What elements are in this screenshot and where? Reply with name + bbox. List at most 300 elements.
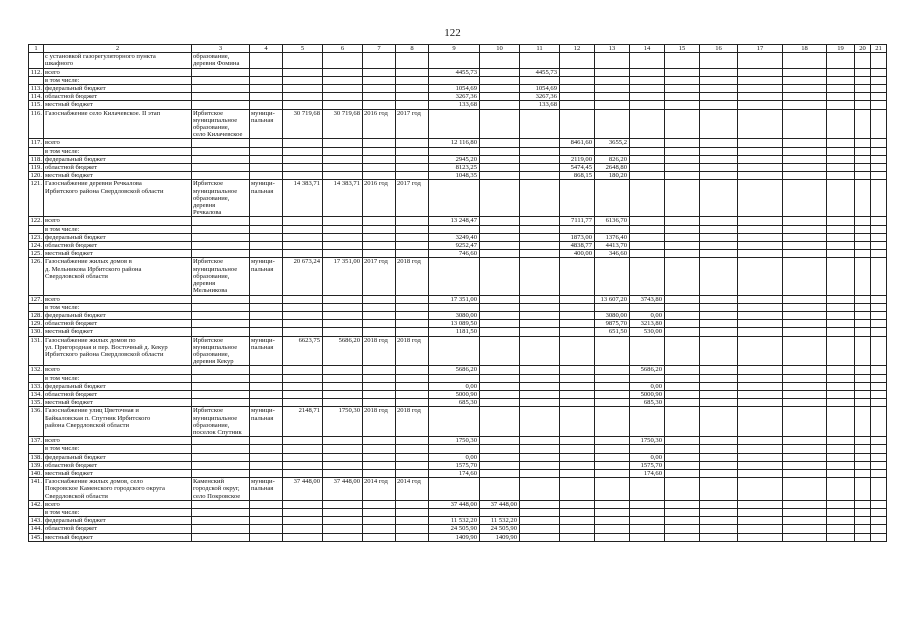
amount-cell	[700, 139, 738, 147]
location-cell	[192, 445, 250, 453]
amount-cell	[871, 93, 887, 101]
amount-cell: 9252,47	[429, 242, 480, 250]
amount-cell	[783, 382, 827, 390]
amount-cell	[700, 390, 738, 398]
estimated-cost-cell	[283, 303, 323, 311]
amount-cell	[520, 139, 560, 147]
amount-cell	[520, 233, 560, 241]
column-number: 14	[630, 45, 665, 53]
ownership-cell	[250, 399, 283, 407]
location-cell	[192, 93, 250, 101]
location-cell	[192, 233, 250, 241]
row-number-cell	[29, 445, 44, 453]
column-number: 7	[363, 45, 396, 53]
amount-cell	[783, 180, 827, 217]
start-year-cell	[363, 320, 396, 328]
amount-cell	[827, 500, 855, 508]
amount-cell	[560, 461, 595, 469]
estimated-cost-cell	[283, 250, 323, 258]
amount-cell	[738, 437, 783, 445]
amount-cell	[738, 250, 783, 258]
estimated-cost-cell	[283, 85, 323, 93]
amount-cell	[783, 53, 827, 68]
estimated-cost-cell	[283, 164, 323, 172]
row-number-cell: 142.	[30, 500, 42, 508]
column-number: 2	[44, 45, 192, 53]
amount-cell	[480, 147, 520, 155]
location-cell: образование, деревня Фомина	[192, 53, 250, 68]
amount-cell	[827, 180, 855, 217]
column-number-row	[29, 45, 887, 53]
ownership-cell: муници- пальная	[250, 258, 283, 295]
amount-cell	[738, 303, 783, 311]
remaining-cost-cell	[323, 225, 363, 233]
amount-cell	[630, 303, 665, 311]
amount-cell	[520, 250, 560, 258]
amount-cell	[855, 366, 871, 374]
amount-cell	[700, 437, 738, 445]
item-name-cell: Газоснабжение деревни Речкалова Ирбитского района Свердловской области	[44, 180, 192, 217]
amount-cell	[827, 139, 855, 147]
row-number-cell: 120.	[30, 172, 42, 180]
amount-cell	[429, 76, 480, 84]
amount-cell	[560, 258, 595, 295]
amount-cell: 4455,73	[429, 68, 480, 76]
remaining-cost-cell	[323, 311, 363, 319]
estimated-cost-cell	[283, 390, 323, 398]
amount-cell	[871, 328, 887, 336]
end-year-cell: 2018 год	[396, 336, 429, 366]
amount-cell	[595, 101, 630, 109]
table-row	[29, 320, 887, 328]
amount-cell: 174,60	[429, 469, 480, 477]
start-year-cell	[363, 250, 396, 258]
location-cell	[192, 164, 250, 172]
remaining-cost-cell	[323, 445, 363, 453]
amount-cell	[871, 478, 887, 501]
amount-cell	[855, 453, 871, 461]
amount-cell	[855, 139, 871, 147]
ownership-cell	[250, 76, 283, 84]
amount-cell	[480, 311, 520, 319]
start-year-cell	[363, 525, 396, 533]
amount-cell	[595, 478, 630, 501]
amount-cell	[665, 250, 700, 258]
ownership-cell	[250, 242, 283, 250]
amount-cell	[783, 164, 827, 172]
amount-cell	[560, 180, 595, 217]
row-number-cell	[29, 225, 44, 233]
item-name-cell: областной бюджет	[44, 525, 192, 533]
amount-cell	[665, 382, 700, 390]
end-year-cell	[396, 399, 429, 407]
end-year-cell	[396, 53, 429, 68]
amount-cell	[595, 461, 630, 469]
amount-cell	[630, 93, 665, 101]
start-year-cell	[363, 533, 396, 541]
amount-cell: 4455,73	[520, 68, 560, 76]
amount-cell	[429, 508, 480, 516]
estimated-cost-cell	[283, 242, 323, 250]
amount-cell	[665, 390, 700, 398]
amount-cell	[630, 68, 665, 76]
row-number-cell: 121.	[29, 180, 44, 217]
remaining-cost-cell	[323, 366, 363, 374]
amount-cell: 13 607,20	[595, 295, 630, 303]
amount-cell	[700, 500, 738, 508]
amount-cell	[700, 382, 738, 390]
amount-cell	[630, 478, 665, 501]
amount-cell	[700, 453, 738, 461]
amount-cell	[700, 85, 738, 93]
start-year-cell: 2016 год	[363, 180, 396, 217]
row-number-cell: 131.	[29, 336, 44, 366]
amount-cell	[700, 101, 738, 109]
table-row	[29, 155, 887, 163]
amount-cell	[480, 374, 520, 382]
amount-cell: 685,30	[630, 399, 665, 407]
amount-cell	[595, 437, 630, 445]
table-row	[29, 250, 887, 258]
estimated-cost-cell	[283, 147, 323, 155]
location-cell	[192, 172, 250, 180]
amount-cell	[783, 478, 827, 501]
table-row	[29, 164, 887, 172]
amount-cell	[738, 164, 783, 172]
amount-cell	[871, 109, 887, 139]
start-year-cell	[363, 500, 396, 508]
amount-cell: 3213,80	[630, 320, 665, 328]
item-name-cell: областной бюджет	[44, 390, 192, 398]
amount-cell	[827, 217, 855, 225]
amount-cell	[783, 445, 827, 453]
amount-cell	[429, 478, 480, 501]
start-year-cell	[363, 399, 396, 407]
ownership-cell	[250, 53, 283, 68]
start-year-cell	[363, 68, 396, 76]
location-cell	[192, 533, 250, 541]
amount-cell	[630, 76, 665, 84]
amount-cell: 530,00	[630, 328, 665, 336]
start-year-cell	[363, 217, 396, 225]
remaining-cost-cell: 30 719,68	[323, 109, 363, 139]
amount-cell	[827, 366, 855, 374]
amount-cell	[665, 461, 700, 469]
amount-cell	[480, 382, 520, 390]
estimated-cost-cell	[283, 233, 323, 241]
amount-cell	[630, 250, 665, 258]
end-year-cell	[396, 217, 429, 225]
ownership-cell	[250, 101, 283, 109]
amount-cell	[738, 478, 783, 501]
amount-cell: 24 505,90	[429, 525, 480, 533]
start-year-cell	[363, 147, 396, 155]
amount-cell	[665, 233, 700, 241]
amount-cell	[665, 155, 700, 163]
amount-cell	[520, 478, 560, 501]
amount-cell	[783, 68, 827, 76]
amount-cell	[480, 320, 520, 328]
amount-cell	[480, 53, 520, 68]
location-cell	[192, 250, 250, 258]
table-row	[29, 242, 887, 250]
table-row	[29, 76, 887, 84]
amount-cell	[700, 147, 738, 155]
end-year-cell: 2018 год	[396, 407, 429, 437]
amount-cell	[783, 101, 827, 109]
amount-cell	[520, 533, 560, 541]
ownership-cell	[250, 453, 283, 461]
amount-cell	[630, 109, 665, 139]
table-row	[29, 469, 887, 477]
end-year-cell	[396, 437, 429, 445]
amount-cell	[855, 311, 871, 319]
row-number-cell: 125.	[30, 250, 42, 258]
end-year-cell	[396, 382, 429, 390]
end-year-cell	[396, 76, 429, 84]
column-number: 8	[396, 45, 429, 53]
amount-cell	[700, 320, 738, 328]
amount-cell	[855, 93, 871, 101]
amount-cell	[665, 533, 700, 541]
item-name-cell: местный бюджет	[44, 328, 192, 336]
amount-cell	[429, 407, 480, 437]
column-number: 18	[783, 45, 827, 53]
amount-cell	[665, 469, 700, 477]
amount-cell	[560, 453, 595, 461]
remaining-cost-cell	[323, 233, 363, 241]
amount-cell	[738, 139, 783, 147]
estimated-cost-cell	[283, 320, 323, 328]
amount-cell	[738, 242, 783, 250]
amount-cell	[560, 469, 595, 477]
amount-cell	[665, 68, 700, 76]
amount-cell	[738, 217, 783, 225]
amount-cell	[595, 382, 630, 390]
amount-cell	[738, 101, 783, 109]
amount-cell	[520, 217, 560, 225]
column-number: 11	[520, 45, 560, 53]
amount-cell	[738, 453, 783, 461]
amount-cell	[560, 437, 595, 445]
start-year-cell	[363, 225, 396, 233]
amount-cell	[665, 139, 700, 147]
amount-cell: 3080,00	[595, 311, 630, 319]
amount-cell	[630, 172, 665, 180]
estimated-cost-cell	[283, 500, 323, 508]
amount-cell: 651,50	[595, 328, 630, 336]
amount-cell	[871, 311, 887, 319]
end-year-cell	[396, 469, 429, 477]
amount-cell	[700, 399, 738, 407]
end-year-cell	[396, 445, 429, 453]
amount-cell	[871, 233, 887, 241]
ownership-cell	[250, 320, 283, 328]
amount-cell	[560, 366, 595, 374]
amount-cell	[480, 233, 520, 241]
amount-cell	[429, 258, 480, 295]
amount-cell	[520, 366, 560, 374]
amount-cell	[480, 225, 520, 233]
amount-cell	[520, 295, 560, 303]
amount-cell: 133,68	[429, 101, 480, 109]
amount-cell	[560, 399, 595, 407]
item-name-cell: областной бюджет	[44, 461, 192, 469]
amount-cell	[783, 76, 827, 84]
table-row	[29, 517, 887, 525]
amount-cell	[855, 336, 871, 366]
amount-cell	[665, 147, 700, 155]
row-number-cell: 132.	[30, 366, 42, 374]
table-row	[29, 180, 887, 217]
remaining-cost-cell	[323, 437, 363, 445]
amount-cell	[871, 258, 887, 295]
ownership-cell	[250, 311, 283, 319]
item-name-cell: Газоснабжение село Килачевское. II этап	[44, 109, 192, 139]
amount-cell	[783, 336, 827, 366]
location-cell: Ирбитское муниципальное образование, деревня Кекур	[192, 336, 250, 366]
amount-cell: 1181,50	[429, 328, 480, 336]
amount-cell	[827, 53, 855, 68]
amount-cell	[665, 525, 700, 533]
amount-cell	[855, 407, 871, 437]
amount-cell	[783, 525, 827, 533]
end-year-cell	[396, 68, 429, 76]
amount-cell	[595, 533, 630, 541]
item-name-cell: Газоснабжение жилых домов по ул. Пригородная и пер. Восточный д. Кекур Ирбитского района Свердловской области	[44, 336, 192, 366]
amount-cell	[855, 525, 871, 533]
estimated-cost-cell	[283, 172, 323, 180]
location-cell	[192, 217, 250, 225]
remaining-cost-cell	[323, 101, 363, 109]
item-name-cell: областной бюджет	[44, 320, 192, 328]
location-cell	[192, 525, 250, 533]
amount-cell	[560, 382, 595, 390]
estimated-cost-cell: 14 383,71	[283, 180, 323, 217]
location-cell	[192, 517, 250, 525]
amount-cell	[560, 76, 595, 84]
location-cell: Каменский городской округ, село Покровское	[192, 478, 250, 501]
amount-cell	[665, 164, 700, 172]
amount-cell	[665, 366, 700, 374]
amount-cell	[665, 445, 700, 453]
amount-cell	[827, 445, 855, 453]
remaining-cost-cell	[323, 76, 363, 84]
amount-cell	[738, 469, 783, 477]
column-number: 10	[480, 45, 520, 53]
amount-cell: 0,00	[630, 453, 665, 461]
remaining-cost-cell	[323, 242, 363, 250]
item-name-cell: местный бюджет	[44, 250, 192, 258]
remaining-cost-cell	[323, 250, 363, 258]
table-row	[29, 258, 887, 295]
amount-cell	[595, 53, 630, 68]
amount-cell: 3267,36	[520, 93, 560, 101]
column-number: 13	[595, 45, 630, 53]
row-number-cell	[29, 53, 44, 68]
start-year-cell	[363, 139, 396, 147]
table-row	[29, 500, 887, 508]
amount-cell	[855, 461, 871, 469]
start-year-cell	[363, 53, 396, 68]
table-row	[29, 336, 887, 366]
amount-cell	[783, 303, 827, 311]
amount-cell	[827, 76, 855, 84]
amount-cell	[480, 445, 520, 453]
amount-cell	[700, 93, 738, 101]
remaining-cost-cell: 5686,20	[323, 336, 363, 366]
column-number: 20	[855, 45, 871, 53]
row-number-cell	[29, 303, 44, 311]
amount-cell	[827, 68, 855, 76]
ownership-cell	[250, 233, 283, 241]
amount-cell	[871, 366, 887, 374]
table-row	[29, 453, 887, 461]
item-name-cell: в том числе:	[44, 225, 192, 233]
amount-cell	[480, 242, 520, 250]
location-cell	[192, 320, 250, 328]
end-year-cell	[396, 139, 429, 147]
amount-cell	[665, 295, 700, 303]
amount-cell: 8461,60	[560, 139, 595, 147]
amount-cell	[783, 437, 827, 445]
start-year-cell	[363, 164, 396, 172]
item-name-cell: Газоснабжение жилых домов в д. Мельникова Ирбитского района Свердловской области	[44, 258, 192, 295]
amount-cell	[827, 407, 855, 437]
location-cell	[192, 500, 250, 508]
amount-cell	[855, 533, 871, 541]
amount-cell	[855, 295, 871, 303]
amount-cell	[855, 469, 871, 477]
amount-cell	[480, 258, 520, 295]
table-row	[29, 461, 887, 469]
amount-cell	[520, 53, 560, 68]
table-row	[29, 109, 887, 139]
ownership-cell	[250, 517, 283, 525]
amount-cell: 400,00	[560, 250, 595, 258]
row-number-cell: 141.	[29, 478, 44, 501]
end-year-cell	[396, 328, 429, 336]
amount-cell	[871, 242, 887, 250]
amount-cell	[560, 517, 595, 525]
ownership-cell	[250, 139, 283, 147]
amount-cell	[827, 453, 855, 461]
item-name-cell: всего	[44, 68, 192, 76]
amount-cell	[871, 399, 887, 407]
amount-cell	[827, 250, 855, 258]
amount-cell: 9875,70	[595, 320, 630, 328]
table-row	[29, 172, 887, 180]
location-cell	[192, 303, 250, 311]
end-year-cell	[396, 242, 429, 250]
amount-cell	[827, 225, 855, 233]
table-row	[29, 399, 887, 407]
amount-cell	[520, 242, 560, 250]
amount-cell	[560, 374, 595, 382]
table-row	[29, 478, 887, 501]
amount-cell	[630, 217, 665, 225]
table-row	[29, 53, 887, 68]
amount-cell	[630, 53, 665, 68]
row-number-cell: 116.	[29, 109, 44, 139]
amount-cell	[827, 172, 855, 180]
amount-cell	[520, 500, 560, 508]
amount-cell	[595, 258, 630, 295]
amount-cell	[827, 164, 855, 172]
row-number-cell: 113.	[29, 85, 44, 93]
remaining-cost-cell	[323, 85, 363, 93]
amount-cell	[827, 155, 855, 163]
